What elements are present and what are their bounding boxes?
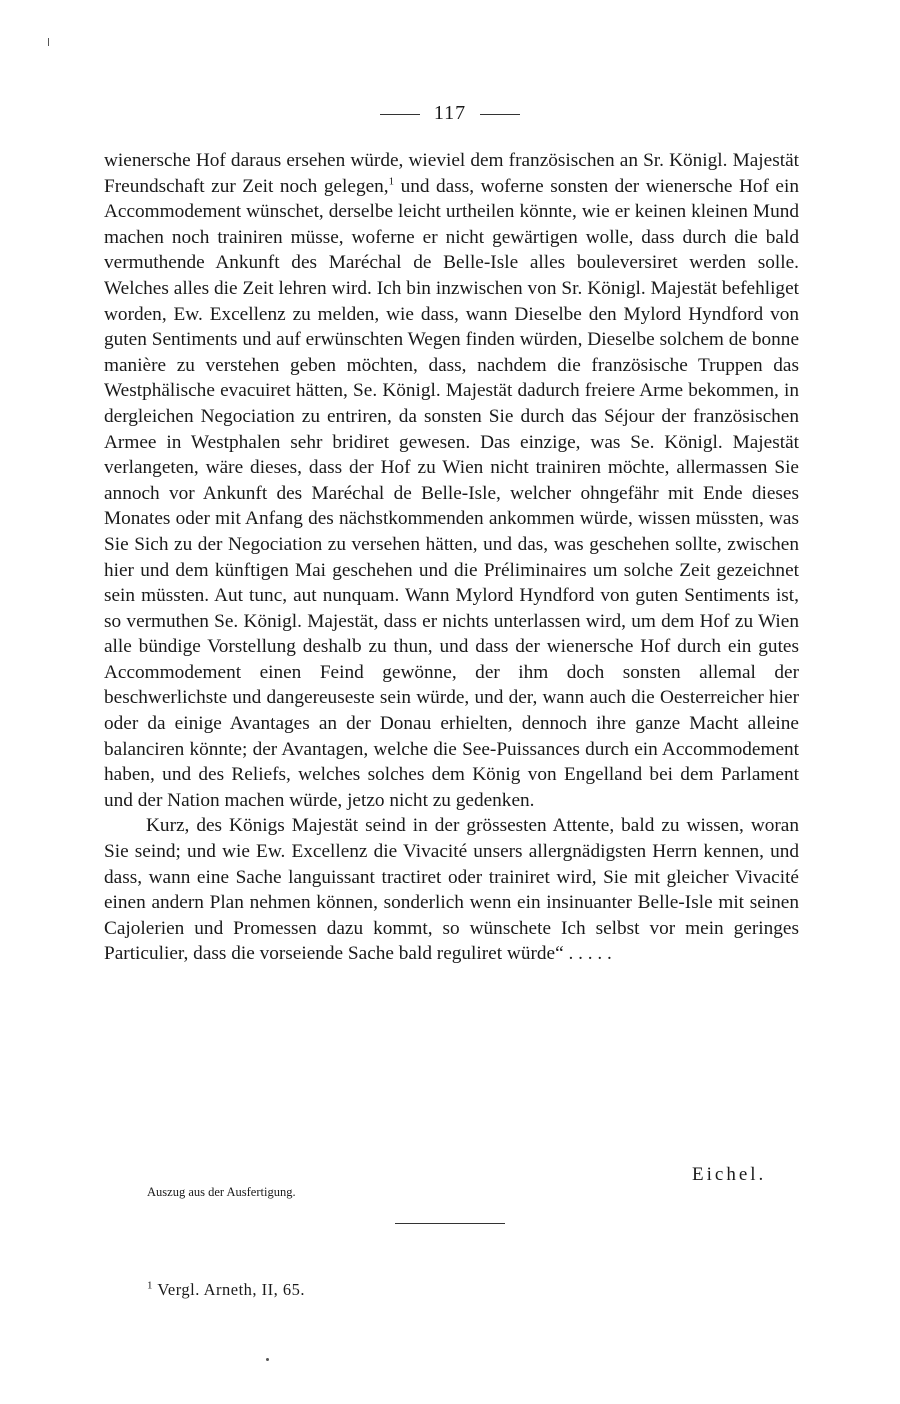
paragraph-2: Kurz, des Königs Majestät seind in der grössesten Attente, bald zu wissen, woran Sie seind; und wie Ew. Excellenz die Vivacité unsers allergnädigsten Herrn kennen, und dass, wann eine Sache languissant tractiret oder trainiret wird, Sie mit gleicher Vivacité einen andern Plan nehmen können, sonderlich wenn ein insinuanter Belle-Isle mit seinen Cajolerien und Promessen dazu kommt, so wünschete Ich selbst vor mein geringes Particulier, dass die vorseiende Sache bald reguliret würde“ . . . . . (104, 815, 799, 965)
paragraph-1-part-b: und dass, woferne sonsten der wienersche Hof ein Accommodement wünschet, derselbe leicht urtheilen könnte, wie er keinen kleinen Mund machen noch trainiren müsse, woferne er nicht gewärtigen wolle, dass durch die bald vermuthende Ankunft des Maréchal de Belle-Isle alles bouleversiret werden solle. Welches alles die Zeit lehren wird. Ich bin inzwischen von Sr. Königl. Majestät befehliget worden, Ew. Excellenz zu melden, wie dass, wann Dieselbe den Mylord Hyndford von guten Sentiments und auf erwünschten Wegen finden würden, Dieselbe solchem de bonne manière zu verstehen geben möchten, dass, nachdem die französische Truppen das Westphälische evacuiret hätten, Se. Königl. Majestät dadurch freiere Arme bekommen, in dergleichen Negociation zu entriren, da sonsten Sie durch das Séjour der französischen Armee in Westphalen sehr bridiret gewesen. Das einzige, was Se. Königl. Majestät verlangeten, wäre dieses, dass der Hof zu Wien nicht trainiren möchte, allermassen Sie annoch vor Ankunft des Maréchal de Belle-Isle, welcher ohngefähr mit Ende dieses Monates oder mit Anfang des nächstkommenden ankommen würde, wissen müssten, was Sie Sich zu der Negociation zu versehen hätten, und das, was geschehen sollte, zwischen hier und dem künftigen Mai geschehen und die Préliminaires um solche Zeit gezeichnet sein müssten. Aut tunc, aut nunquam. Wann Mylord Hyndford von guten Sentiments ist, so vermuthen Se. Königl. Majestät, dass er nichts unterlassen wird, um dem Hof zu Wien alle bündige Vorstellung deshalb zu thun, und dass der wienersche Hof durch ein gutes Accommodement einen Feind gewönne, der ihm doch sonsten allemal der beschwerlichste und dangereuseste sein würde, und der, wann auch die Oesterreicher hier oder da einige Avantages an der Donau erhielten, dennoch ihre ganze Macht alleine balanciren könnte; der Avantagen, welche die See-Puissances durch ein Accommodement haben, und des Reliefs, welches solches dem König von Engelland bei dem Parlament und der Nation machen würde, jetzo nicht zu gedenken. (104, 175, 799, 811)
footnote-text: Vergl. Arneth, II, 65. (153, 1280, 306, 1299)
paragraph-1 (104, 148, 799, 813)
paragraph-1-part-a: wienersche Hof daraus ersehen würde, wieviel dem französischen an Sr. Königl. Majestät Freundschaft zur Zeit noch gelegen, (104, 150, 799, 197)
footnote-divider (395, 1223, 505, 1224)
header-rule-left (380, 114, 420, 115)
print-speck (266, 1358, 269, 1361)
signature: Eichel. (692, 1164, 767, 1185)
page-number: 117 (433, 102, 467, 124)
footnote-reference: 1 (388, 175, 395, 188)
body-text (104, 148, 799, 967)
source-note: Auszug aus der Ausfertigung. (147, 1185, 296, 1199)
footnote (147, 1280, 305, 1300)
footnote-marker: 1 (147, 1279, 153, 1292)
header-rule-right (480, 114, 520, 115)
print-speck (48, 38, 49, 46)
page-header (0, 102, 900, 125)
